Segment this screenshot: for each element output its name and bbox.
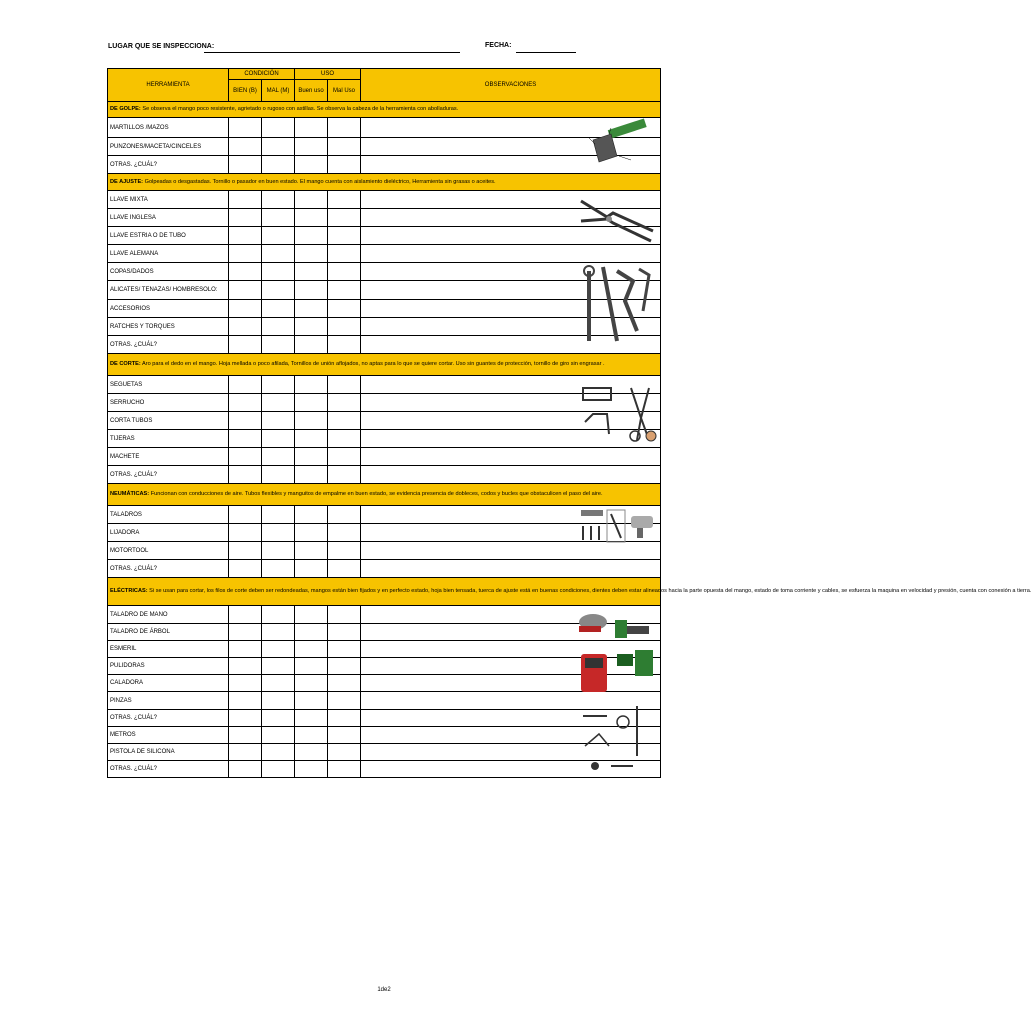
bad-cell[interactable]	[262, 641, 295, 658]
section-row	[108, 174, 661, 191]
bad-cell[interactable]	[262, 118, 295, 138]
table-row	[108, 118, 661, 138]
bad-use-cell[interactable]	[328, 191, 361, 209]
bad-cell[interactable]	[262, 412, 295, 430]
bad-use-cell[interactable]	[328, 542, 361, 560]
tool-name: MACHETE	[108, 448, 229, 466]
tool-name: ALICATES/ TENAZAS/ HOMBRESOLO:	[108, 281, 229, 300]
good-use-cell[interactable]	[295, 376, 328, 394]
section-title: DE CORTE:	[110, 361, 141, 367]
place-field[interactable]	[204, 52, 460, 53]
bad-cell[interactable]	[262, 209, 295, 227]
good-cell[interactable]	[229, 209, 262, 227]
good-use-cell[interactable]	[295, 641, 328, 658]
good-use-cell[interactable]	[295, 658, 328, 675]
tool-name: TIJERAS	[108, 430, 229, 448]
good-cell[interactable]	[229, 118, 262, 138]
table-row	[108, 466, 661, 484]
tool-name: OTRAS. ¿CUÁL?	[108, 710, 229, 727]
good-use-cell[interactable]	[295, 744, 328, 761]
good-cell[interactable]	[229, 727, 262, 744]
section-row	[108, 484, 661, 506]
bad-cell[interactable]	[262, 710, 295, 727]
section-description: Aro para el dedo en el mango. Hoja mellada o poco afilada, Tornillos de unión aflojados, no aptas para lo que se quiere cortar. Uso sin guantes de protección, tornillo de giro sin engrasar .	[142, 361, 605, 367]
page-number: 1de2	[377, 987, 391, 993]
section-description: Funcionan con conducciones de aire. Tubos flexibles y manguitos de empalme en buen estado, se evidencia presencia de dobleces, codos y bucles que obstaculicen el paso del aire.	[150, 491, 603, 497]
bad-cell[interactable]	[262, 376, 295, 394]
bad-use-cell[interactable]	[328, 675, 361, 692]
table-row	[108, 138, 661, 156]
good-cell[interactable]	[229, 430, 262, 448]
hammer-diagram-icon	[579, 120, 657, 174]
tool-name: OTRAS. ¿CUÁL?	[108, 761, 229, 778]
tool-name: RATCHES Y TORQUES	[108, 318, 229, 336]
good-cell[interactable]	[229, 524, 262, 542]
bad-use-cell[interactable]	[328, 624, 361, 641]
good-cell[interactable]	[229, 606, 262, 624]
pneumatic-tools-icon	[577, 506, 657, 578]
bad-cell[interactable]	[262, 318, 295, 336]
good-cell[interactable]	[229, 624, 262, 641]
bad-use-cell[interactable]	[328, 761, 361, 778]
section-header	[108, 174, 661, 191]
good-use-cell[interactable]	[295, 412, 328, 430]
section-description: Se observa el mango poco resistente, agrietado o rugoso con astillas. Se observa la cabeza de la herramienta con abolladuras.	[142, 106, 459, 112]
good-use-cell[interactable]	[295, 336, 328, 354]
good-cell[interactable]	[229, 245, 262, 263]
bad-use-cell[interactable]	[328, 727, 361, 744]
date-field[interactable]	[516, 52, 576, 53]
bad-use-cell[interactable]	[328, 412, 361, 430]
bad-use-cell[interactable]	[328, 641, 361, 658]
section-row	[108, 354, 661, 376]
good-use-cell[interactable]	[295, 394, 328, 412]
good-use-cell[interactable]	[295, 191, 328, 209]
tool-name: METROS	[108, 727, 229, 744]
tool-name: OTRAS. ¿CUÁL?	[108, 466, 229, 484]
bad-use-cell[interactable]	[328, 336, 361, 354]
electric-tools-icon	[575, 606, 657, 778]
tool-name: TALADRO DE ÁRBOL	[108, 624, 229, 641]
good-use-cell[interactable]	[295, 692, 328, 710]
bad-use-cell[interactable]	[328, 138, 361, 156]
bad-cell[interactable]	[262, 430, 295, 448]
good-cell[interactable]	[229, 710, 262, 727]
good-cell[interactable]	[229, 394, 262, 412]
tool-name: PUNZONES/MACETA/CINCELES	[108, 138, 229, 156]
good-use-cell[interactable]	[295, 624, 328, 641]
tool-name: ACCESORIOS	[108, 300, 229, 318]
good-use-cell[interactable]	[295, 506, 328, 524]
table-row	[108, 156, 661, 174]
bad-cell[interactable]	[262, 542, 295, 560]
good-cell[interactable]	[229, 761, 262, 778]
good-use-column-header: Buen uso	[295, 80, 328, 102]
tool-name: CALADORA	[108, 675, 229, 692]
good-use-cell[interactable]	[295, 761, 328, 778]
tool-name: TALADRO DE MANO	[108, 606, 229, 624]
tool-name: SERRUCHO	[108, 394, 229, 412]
tool-name: LLAVE INGLESA	[108, 209, 229, 227]
tool-name: PISTOLA DE SILICONA	[108, 744, 229, 761]
condition-column-header: CONDICIÓN	[229, 69, 295, 80]
tool-name: MOTORTOOL	[108, 542, 229, 560]
bad-use-cell[interactable]	[328, 658, 361, 675]
section-row	[108, 578, 661, 606]
tool-name: MARTILLOS /MAZOS	[108, 118, 229, 138]
good-column-header: BIEN (B)	[229, 80, 262, 102]
bad-cell[interactable]	[262, 300, 295, 318]
tool-name: LIJADORA	[108, 524, 229, 542]
good-cell[interactable]	[229, 336, 262, 354]
good-use-cell[interactable]	[295, 156, 328, 174]
section-title: ELÉCTRICAS:	[110, 588, 148, 594]
tool-name: PINZAS	[108, 692, 229, 710]
bad-cell[interactable]	[262, 263, 295, 281]
bad-use-cell[interactable]	[328, 466, 361, 484]
good-cell[interactable]	[229, 658, 262, 675]
good-use-cell[interactable]	[295, 542, 328, 560]
good-cell[interactable]	[229, 138, 262, 156]
observations-column-header: OBSERVACIONES	[361, 69, 661, 102]
good-use-cell[interactable]	[295, 209, 328, 227]
tool-name: LLAVE MIXTA	[108, 191, 229, 209]
bad-use-cell[interactable]	[328, 606, 361, 624]
tool-name: LLAVE ESTRIA O DE TUBO	[108, 227, 229, 245]
place-label: LUGAR QUE SE INSPECCIONA:	[108, 43, 215, 50]
bad-use-cell[interactable]	[328, 394, 361, 412]
good-cell[interactable]	[229, 191, 262, 209]
table-row	[108, 430, 661, 448]
bad-cell[interactable]	[262, 227, 295, 245]
bad-use-column-header: Mal Uso	[328, 80, 361, 102]
bad-use-cell[interactable]	[328, 376, 361, 394]
good-use-cell[interactable]	[295, 118, 328, 138]
bad-cell[interactable]	[262, 727, 295, 744]
good-use-cell[interactable]	[295, 138, 328, 156]
tool-name: COPAS/DADOS	[108, 263, 229, 281]
table-row	[108, 376, 661, 394]
tool-name: OTRAS. ¿CUÁL?	[108, 560, 229, 578]
bad-cell[interactable]	[262, 466, 295, 484]
bad-use-cell[interactable]	[328, 281, 361, 300]
bad-use-cell[interactable]	[328, 448, 361, 466]
bad-use-cell[interactable]	[328, 524, 361, 542]
use-column-header: USO	[295, 69, 361, 80]
table-row	[108, 394, 661, 412]
good-cell[interactable]	[229, 263, 262, 281]
tool-name: PULIDORAS	[108, 658, 229, 675]
bad-cell[interactable]	[262, 506, 295, 524]
table-row	[108, 412, 661, 430]
good-cell[interactable]	[229, 448, 262, 466]
good-use-cell[interactable]	[295, 560, 328, 578]
date-label: FECHA:	[485, 42, 512, 49]
bad-cell[interactable]	[262, 744, 295, 761]
bad-column-header: MAL (M)	[262, 80, 295, 102]
section-title: DE AJUSTE:	[110, 178, 144, 185]
bad-use-cell[interactable]	[328, 710, 361, 727]
good-use-cell[interactable]	[295, 227, 328, 245]
good-cell[interactable]	[229, 744, 262, 761]
tool-name: OTRAS. ¿CUÁL?	[108, 336, 229, 354]
bad-cell[interactable]	[262, 191, 295, 209]
tool-name: LLAVE ALEMANA	[108, 245, 229, 263]
bad-use-cell[interactable]	[328, 227, 361, 245]
good-use-cell[interactable]	[295, 448, 328, 466]
section-header	[108, 484, 661, 506]
table-row	[108, 448, 661, 466]
bad-cell[interactable]	[262, 336, 295, 354]
good-use-cell[interactable]	[295, 281, 328, 300]
good-use-cell[interactable]	[295, 430, 328, 448]
saw-scissors-diagram-icon	[579, 378, 657, 484]
tool-name: TALADROS	[108, 506, 229, 524]
bad-cell[interactable]	[262, 624, 295, 641]
section-title: DE GOLPE:	[110, 106, 141, 112]
bad-cell[interactable]	[262, 245, 295, 263]
section-header	[108, 102, 661, 118]
good-cell[interactable]	[229, 542, 262, 560]
good-cell[interactable]	[229, 376, 262, 394]
bad-cell[interactable]	[262, 606, 295, 624]
bad-cell[interactable]	[262, 448, 295, 466]
bad-use-cell[interactable]	[328, 300, 361, 318]
bad-use-cell[interactable]	[328, 156, 361, 174]
good-use-cell[interactable]	[295, 300, 328, 318]
good-cell[interactable]	[229, 466, 262, 484]
section-header	[108, 578, 1031, 606]
section-description: Si se usan para cortar, los filos de corte deben ser redondeadas, mangos están bien fijados y en perfecto estado, hoja bien tensada, tuerca de ajuste está en buenas condiciones, dientes deben estar alineados hacia la parte opuesta del mango, estado de toma corriente y cables, se esfuerza la maquina en velocidad y presión, cuenta con conexión a tierra.	[149, 588, 1031, 594]
good-use-cell[interactable]	[295, 263, 328, 281]
good-use-cell[interactable]	[295, 466, 328, 484]
good-cell[interactable]	[229, 641, 262, 658]
good-use-cell[interactable]	[295, 245, 328, 263]
good-cell[interactable]	[229, 318, 262, 336]
bad-cell[interactable]	[262, 156, 295, 174]
bad-cell[interactable]	[262, 138, 295, 156]
bad-cell[interactable]	[262, 524, 295, 542]
bad-cell[interactable]	[262, 560, 295, 578]
section-row	[108, 102, 661, 118]
tool-name: OTRAS. ¿CUÁL?	[108, 156, 229, 174]
good-use-cell[interactable]	[295, 727, 328, 744]
bad-use-cell[interactable]	[328, 318, 361, 336]
tool-name: CORTA TUBOS	[108, 412, 229, 430]
tool-column-header: HERRAMIENTA	[108, 69, 229, 102]
section-description: Golpeadas o desgastadas. Tornillo o pasador en buen estado. El mango cuenta con aislamiento dieléctrico, Herramienta sin grasas o aceites.	[144, 178, 496, 185]
good-use-cell[interactable]	[295, 318, 328, 336]
bad-cell[interactable]	[262, 281, 295, 300]
bad-use-cell[interactable]	[328, 560, 361, 578]
good-cell[interactable]	[229, 156, 262, 174]
good-use-cell[interactable]	[295, 675, 328, 692]
bad-cell[interactable]	[262, 394, 295, 412]
good-cell[interactable]	[229, 281, 262, 300]
section-header	[108, 354, 661, 376]
good-cell[interactable]	[229, 675, 262, 692]
bad-use-cell[interactable]	[328, 245, 361, 263]
section-title: NEUMÁTICAS:	[110, 491, 150, 497]
bad-use-cell[interactable]	[328, 263, 361, 281]
good-use-cell[interactable]	[295, 710, 328, 727]
bad-cell[interactable]	[262, 658, 295, 675]
bad-use-cell[interactable]	[328, 506, 361, 524]
good-cell[interactable]	[229, 506, 262, 524]
bad-cell[interactable]	[262, 761, 295, 778]
pliers-wrench-diagram-icon	[577, 191, 657, 354]
bad-use-cell[interactable]	[328, 744, 361, 761]
bad-use-cell[interactable]	[328, 118, 361, 138]
good-cell[interactable]	[229, 692, 262, 710]
good-cell[interactable]	[229, 560, 262, 578]
tool-name: ESMERIL	[108, 641, 229, 658]
good-use-cell[interactable]	[295, 524, 328, 542]
tool-name: SEGUETAS	[108, 376, 229, 394]
bad-use-cell[interactable]	[328, 430, 361, 448]
bad-use-cell[interactable]	[328, 692, 361, 710]
good-cell[interactable]	[229, 300, 262, 318]
good-cell[interactable]	[229, 227, 262, 245]
bad-cell[interactable]	[262, 692, 295, 710]
good-cell[interactable]	[229, 412, 262, 430]
good-use-cell[interactable]	[295, 606, 328, 624]
bad-use-cell[interactable]	[328, 209, 361, 227]
bad-cell[interactable]	[262, 675, 295, 692]
